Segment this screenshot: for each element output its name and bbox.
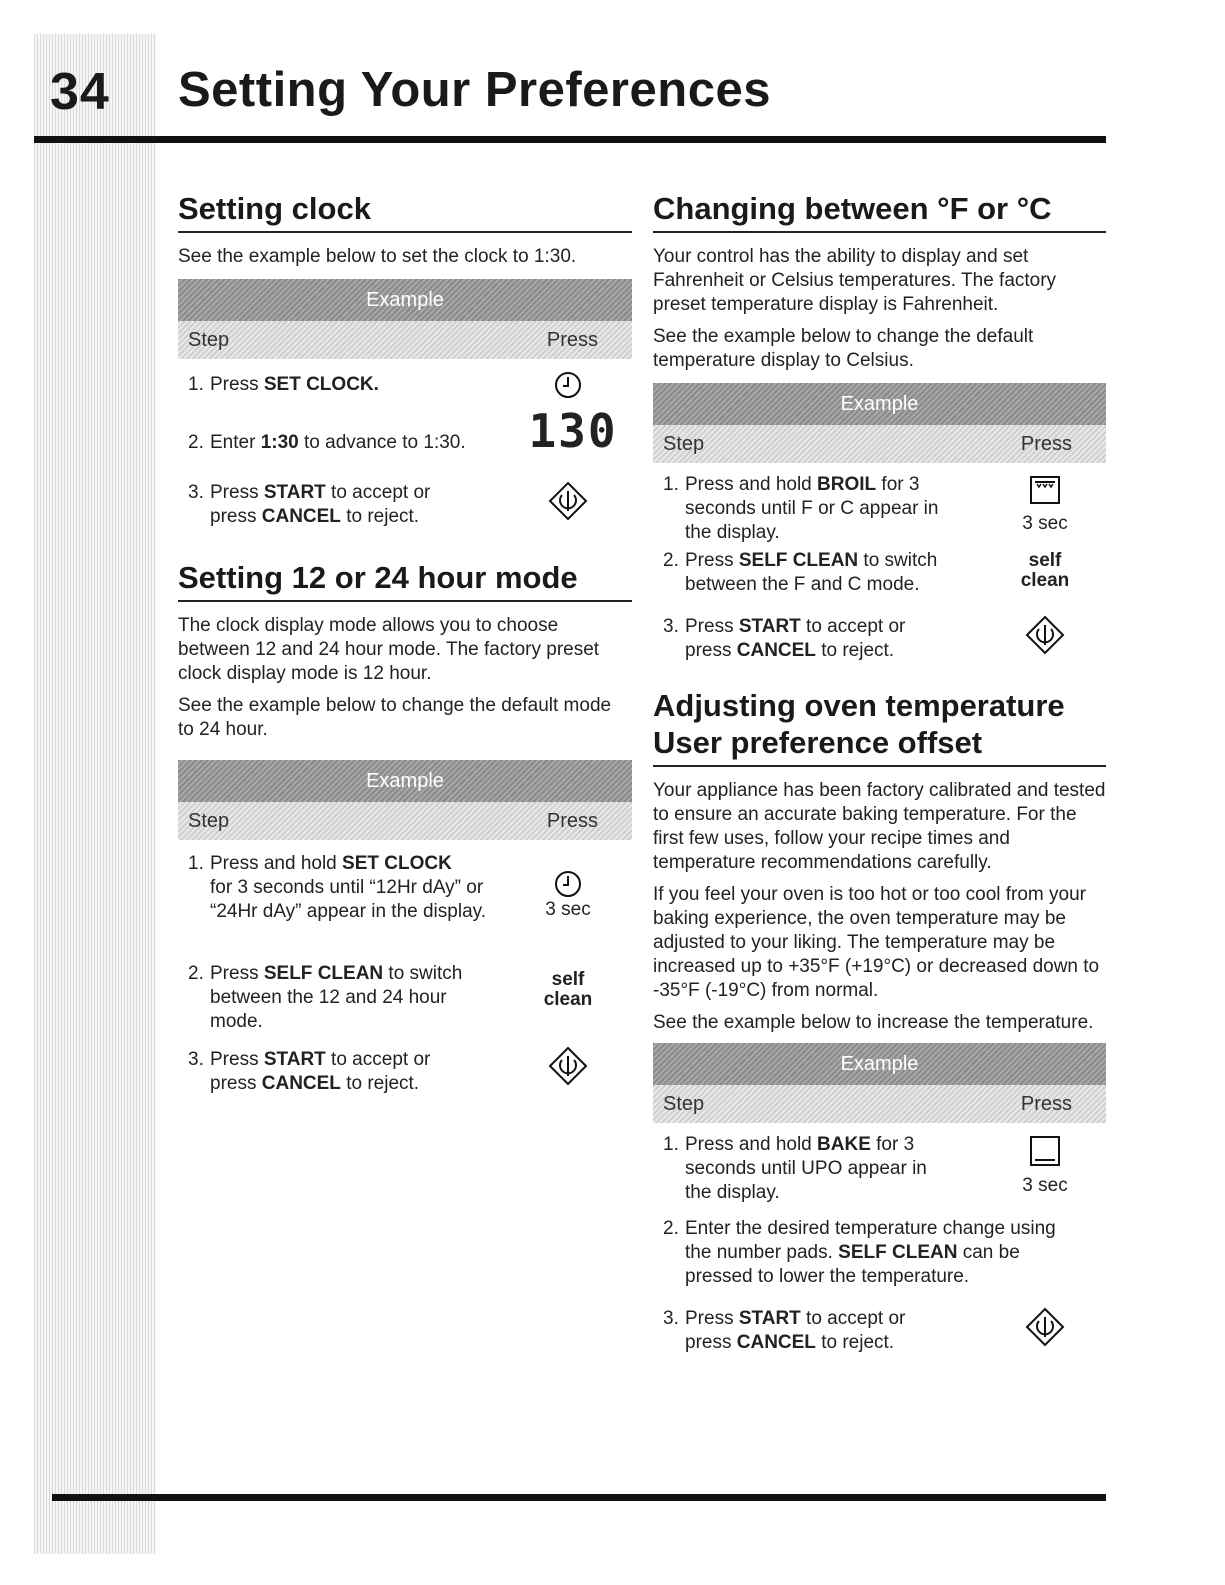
step-number: 3.: [188, 1049, 204, 1070]
step-number: 2.: [663, 550, 679, 571]
hold-duration: 3 sec: [1022, 1175, 1068, 1196]
step-text-part: to switch between the F and C mode.: [685, 550, 938, 595]
step-text-part: Press: [210, 963, 264, 984]
setting-clock-section: [178, 190, 632, 537]
paragraph: See the example below to change the default mode to 24 hour.: [178, 695, 612, 740]
step-header: Step: [663, 433, 705, 455]
press-cell: [1013, 1135, 1077, 1198]
step-text-part: to accept or: [325, 482, 431, 503]
step-keyword: CANCEL: [261, 1073, 341, 1094]
section-title: Setting 12 or 24 hour mode: [178, 559, 632, 602]
step-row: [653, 547, 1106, 615]
step-keyword: SELF CLEAN: [738, 550, 859, 571]
step-text-part: press: [210, 1073, 262, 1094]
clean-label: clean: [1020, 570, 1070, 591]
step-keyword: 1:30: [260, 432, 299, 453]
step-text-part: Press and hold: [210, 853, 343, 874]
press-cell: [548, 481, 588, 528]
step-row: [653, 1215, 1106, 1307]
step-text: [188, 373, 508, 397]
step-header: Step: [663, 1093, 705, 1115]
press-cell: [533, 870, 603, 922]
step-row: [178, 404, 632, 475]
step-text: [663, 1217, 1083, 1289]
clock-icon: [554, 870, 582, 898]
press-cell: [1013, 475, 1077, 536]
step-text-part: for 3 seconds until F or C appear in the display.: [685, 474, 939, 543]
header-rule: [34, 136, 1106, 143]
step-text-part: to accept or: [800, 1308, 906, 1329]
step-number: 1.: [188, 374, 204, 395]
step-number: 3.: [663, 616, 679, 637]
step-keyword: SET CLOCK: [342, 853, 452, 874]
example-header: [653, 425, 1106, 463]
self-clean-pad: [1015, 551, 1075, 591]
step-row: [653, 1123, 1106, 1215]
step-keyword: START: [263, 1049, 326, 1070]
broil-pad-icon: [1029, 475, 1061, 505]
step-text: [188, 962, 488, 1034]
example-box: [653, 1043, 1106, 1363]
step-text-part: to accept or: [800, 616, 906, 637]
step-keyword: START: [263, 482, 326, 503]
footer-rule: [52, 1494, 1106, 1501]
f-or-c-section: [653, 190, 1106, 673]
step-row: [178, 954, 632, 1044]
paragraph: See the example below to change the default temperature display to Celsius.: [653, 326, 1034, 371]
example-header: [178, 802, 632, 840]
step-row: [653, 615, 1106, 673]
step-text-part: can be pressed to lower the temperature.: [685, 1242, 1020, 1287]
step-text-part: Press: [685, 550, 739, 571]
step-text-part: to switch between the 12 and 24 hour mode.: [210, 963, 463, 1032]
press-header: Press: [1020, 433, 1072, 455]
section-title: [653, 687, 1106, 767]
page-number: 34: [50, 63, 110, 121]
step-text-part: to reject.: [340, 506, 420, 527]
step-keyword: SELF CLEAN: [838, 1242, 958, 1263]
step-number: 1.: [663, 474, 679, 495]
step-text-part: press: [685, 640, 737, 661]
step-header: Step: [188, 810, 230, 832]
section-title: Setting clock: [178, 190, 632, 233]
press-header: Press: [546, 810, 598, 832]
hold-duration: 3 sec: [1022, 513, 1068, 534]
title-line: User preference offset: [653, 725, 983, 760]
press-cell: [1025, 1307, 1065, 1354]
step-row: [178, 1044, 632, 1104]
step-number: 3.: [663, 1308, 679, 1329]
press-cell: [1025, 615, 1065, 662]
paragraph: Your control has the ability to display and set Fahrenheit or Celsius temperatures. The factory preset temperature display is Fahrenheit.: [653, 246, 1057, 315]
example-box: [653, 383, 1106, 673]
step-keyword: CANCEL: [736, 1332, 816, 1353]
start-diamond-icon: [1025, 615, 1065, 655]
paragraph: If you feel your oven is too hot or too cool from your baking experience, the oven temperature may be adjusted to your liking. The temperature may be increased up to +35°F (+19°C) or decreased down to -35°F (-19°C) from normal.: [653, 884, 1100, 1001]
start-diamond-icon: [548, 1046, 588, 1086]
example-bar: Example: [653, 383, 1106, 425]
step-number: 3.: [188, 482, 204, 503]
step-text-part: to reject.: [340, 1073, 420, 1094]
right-column: [653, 190, 1106, 1377]
step-number: 1.: [663, 1134, 679, 1155]
press-cell: [538, 371, 598, 399]
title-line: Adjusting oven temperature: [653, 688, 1065, 723]
step-keyword: START: [738, 1308, 801, 1329]
step-text-part: Enter the desired temperature change using the number pads.: [685, 1218, 1056, 1263]
step-text-part: to accept or: [325, 1049, 431, 1070]
hour-mode-section: [178, 559, 632, 1104]
paragraph: See the example below to increase the temperature.: [653, 1012, 1094, 1033]
step-text: [188, 431, 518, 455]
step-row: [178, 475, 632, 537]
step-text: [663, 615, 983, 663]
section-title: Changing between °F or °C: [653, 190, 1106, 233]
example-box: [178, 760, 632, 1104]
bake-pad-icon: [1029, 1135, 1061, 1167]
example-box: [178, 279, 632, 537]
left-column: [178, 190, 632, 1118]
example-bar: Example: [178, 279, 632, 321]
step-text: [663, 549, 963, 597]
example-header: [178, 321, 632, 359]
step-text: [663, 1133, 953, 1205]
step-number: 2.: [188, 432, 204, 453]
step-text-part: Press and hold: [685, 474, 818, 495]
self-label: self: [1028, 550, 1062, 571]
step-text: [188, 481, 508, 529]
press-cell: [548, 1046, 588, 1093]
step-row: [178, 840, 632, 954]
display-readout: 130: [528, 404, 618, 458]
step-text-part: to reject.: [815, 1332, 895, 1353]
page-title: Setting Your Preferences: [178, 63, 771, 117]
intro-text: See the example below to set the clock to 1:30.: [178, 246, 577, 267]
hold-duration: 3 sec: [545, 899, 591, 920]
oven-offset-section: [653, 687, 1106, 1363]
step-keyword: START: [738, 616, 801, 637]
example-bar: Example: [178, 760, 632, 802]
press-header: Press: [1020, 1093, 1072, 1115]
paragraph: The clock display mode allows you to choose between 12 and 24 hour mode. The factory preset clock display mode is 12 hour.: [178, 615, 600, 684]
step-text-part: to reject.: [815, 640, 895, 661]
step-keyword: SET CLOCK.: [263, 374, 379, 395]
step-keyword: SELF CLEAN: [263, 963, 384, 984]
step-text-part: to advance to 1:30.: [298, 432, 466, 453]
step-text: [188, 1048, 508, 1096]
step-header: Step: [188, 329, 230, 351]
press-header: Press: [546, 329, 598, 351]
start-diamond-icon: [1025, 1307, 1065, 1347]
clock-icon: [554, 371, 582, 399]
step-text: [188, 852, 488, 924]
step-text: [663, 1307, 983, 1355]
start-diamond-icon: [548, 481, 588, 521]
step-number: 2.: [188, 963, 204, 984]
step-text-part: Press: [210, 374, 264, 395]
step-text-part: Press and hold: [685, 1134, 818, 1155]
step-row: [653, 463, 1106, 547]
step-text: [663, 473, 963, 545]
step-number: 1.: [188, 853, 204, 874]
paragraph: Your appliance has been factory calibrated and tested to ensure an accurate baking temperature. For the first few uses, follow your recipe times and temperature recommendations carefully.: [653, 780, 1106, 873]
step-keyword: BROIL: [817, 474, 877, 495]
example-bar: Example: [653, 1043, 1106, 1085]
step-text-part: Press: [210, 1049, 264, 1070]
side-strip: [34, 34, 156, 1554]
step-number: 2.: [663, 1218, 679, 1239]
step-text-part: Press: [685, 1308, 739, 1329]
self-label: self: [551, 969, 585, 990]
press-cell: [523, 404, 623, 458]
clean-label: clean: [543, 989, 593, 1010]
example-header: [653, 1085, 1106, 1123]
step-text-part: Press: [210, 482, 264, 503]
step-text-part: Enter: [210, 432, 261, 453]
step-keyword: CANCEL: [261, 506, 341, 527]
step-row: [653, 1307, 1106, 1363]
step-text-part: for 3 seconds until “12Hr dAy” or “24Hr dAy” appear in the display.: [210, 877, 487, 922]
step-text-part: for 3 seconds until UPO appear in the display.: [685, 1134, 927, 1203]
step-text-part: press: [210, 506, 262, 527]
step-keyword: BAKE: [817, 1134, 871, 1155]
step-keyword: CANCEL: [736, 640, 816, 661]
step-text-part: Press: [685, 616, 739, 637]
self-clean-pad: [538, 970, 598, 1010]
step-text-part: press: [685, 1332, 737, 1353]
